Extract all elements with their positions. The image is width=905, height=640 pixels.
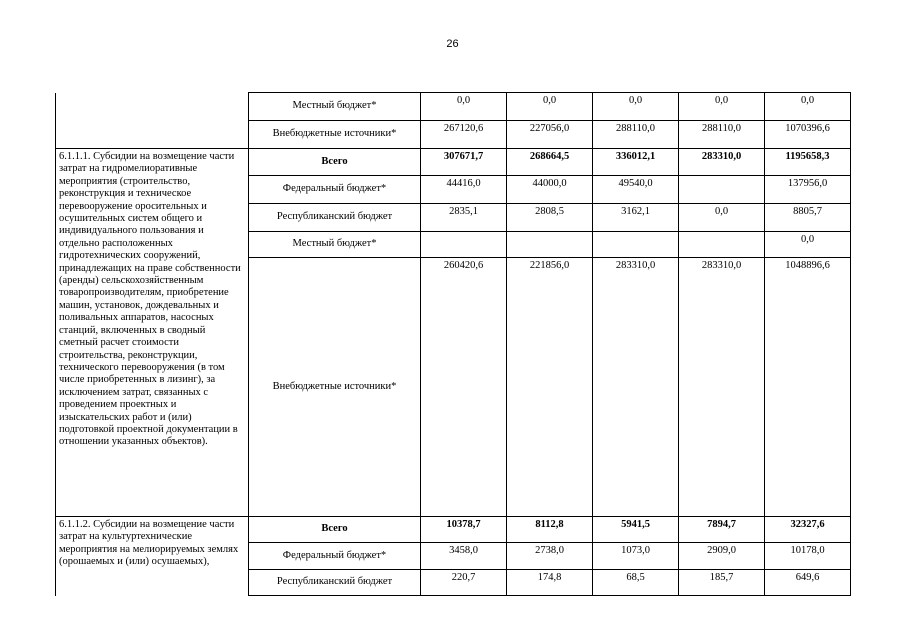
value-cell: 267120,6 xyxy=(421,121,507,149)
value-cell: 0,0 xyxy=(765,232,851,258)
value-cell: 0,0 xyxy=(593,93,679,121)
funding-source-cell: Местный бюджет* xyxy=(249,232,421,258)
value-cell: 288110,0 xyxy=(593,121,679,149)
measure-description: 6.1.1.2. Субсидии на возмещение части затрат на культуртехнические мероприятия на мелиорируемых землях (орошаемых и (или) осушаемых), xyxy=(56,517,249,596)
funding-source-cell: Всего xyxy=(249,517,421,543)
value-cell xyxy=(421,232,507,258)
table-row xyxy=(56,149,851,176)
value-cell: 283310,0 xyxy=(679,258,765,517)
value-cell: 8112,8 xyxy=(507,517,593,543)
value-cell: 1070396,6 xyxy=(765,121,851,149)
value-cell: 0,0 xyxy=(679,204,765,232)
funding-source-cell: Республиканский бюджет xyxy=(249,204,421,232)
value-cell: 2909,0 xyxy=(679,543,765,570)
page-number: 26 xyxy=(446,38,459,50)
funding-source-cell: Внебюджетные источники* xyxy=(249,121,421,149)
value-cell: 44000,0 xyxy=(507,176,593,204)
value-cell: 2808,5 xyxy=(507,204,593,232)
value-cell: 2835,1 xyxy=(421,204,507,232)
value-cell: 0,0 xyxy=(507,93,593,121)
value-cell: 649,6 xyxy=(765,570,851,596)
value-cell: 32327,6 xyxy=(765,517,851,543)
funding-source-cell: Местный бюджет* xyxy=(249,93,421,121)
value-cell: 3458,0 xyxy=(421,543,507,570)
value-cell xyxy=(679,232,765,258)
value-cell: 137956,0 xyxy=(765,176,851,204)
value-cell: 7894,7 xyxy=(679,517,765,543)
value-cell: 10178,0 xyxy=(765,543,851,570)
value-cell: 44416,0 xyxy=(421,176,507,204)
funding-source-cell: Федеральный бюджет* xyxy=(249,176,421,204)
budget-table xyxy=(55,92,851,596)
value-cell: 1073,0 xyxy=(593,543,679,570)
description-cell xyxy=(56,93,249,149)
value-cell: 307671,7 xyxy=(421,149,507,176)
value-cell: 2738,0 xyxy=(507,543,593,570)
value-cell: 68,5 xyxy=(593,570,679,596)
value-cell: 0,0 xyxy=(421,93,507,121)
value-cell xyxy=(679,176,765,204)
value-cell: 336012,1 xyxy=(593,149,679,176)
value-cell: 10378,7 xyxy=(421,517,507,543)
value-cell: 8805,7 xyxy=(765,204,851,232)
value-cell: 283310,0 xyxy=(593,258,679,517)
value-cell: 221856,0 xyxy=(507,258,593,517)
value-cell: 220,7 xyxy=(421,570,507,596)
value-cell xyxy=(507,232,593,258)
funding-source-cell: Федеральный бюджет* xyxy=(249,543,421,570)
value-cell: 5941,5 xyxy=(593,517,679,543)
value-cell: 0,0 xyxy=(679,93,765,121)
value-cell: 49540,0 xyxy=(593,176,679,204)
value-cell: 1195658,3 xyxy=(765,149,851,176)
value-cell: 260420,6 xyxy=(421,258,507,517)
value-cell: 283310,0 xyxy=(679,149,765,176)
measure-description: 6.1.1.1. Субсидии на возмещение части затрат на гидромелиоративные мероприятия (строительство, реконструкция и техническое перевооружение оросительных и осушительных систем общего и индивидуального пользования и отдельно расположенных гидротехнических сооружений, принадлежащих на праве собственности (аренды) сельскохозяйственным товаропроизводителям, приобретение машин, установок, дождевальных и поливальных аппаратов, насосных станций, включенных в сводный сметный расчет стоимости строительства, реконструкции, технического перевооружения (в том числе приобретенных в лизинг), за исключением затрат, связанных с проведением проектных и изыскательских работ и (или) подготовкой проектной документации в отношении указанных объектов). xyxy=(56,149,249,517)
funding-source-cell: Республиканский бюджет xyxy=(249,570,421,596)
value-cell: 174,8 xyxy=(507,570,593,596)
value-cell: 0,0 xyxy=(765,93,851,121)
value-cell: 288110,0 xyxy=(679,121,765,149)
value-cell: 268664,5 xyxy=(507,149,593,176)
funding-source-cell: Всего xyxy=(249,149,421,176)
value-cell xyxy=(593,232,679,258)
table-row xyxy=(56,517,851,543)
value-cell: 227056,0 xyxy=(507,121,593,149)
funding-source-cell: Внебюджетные источники* xyxy=(249,258,421,517)
table-row xyxy=(56,93,851,121)
value-cell: 185,7 xyxy=(679,570,765,596)
value-cell: 3162,1 xyxy=(593,204,679,232)
value-cell: 1048896,6 xyxy=(765,258,851,517)
